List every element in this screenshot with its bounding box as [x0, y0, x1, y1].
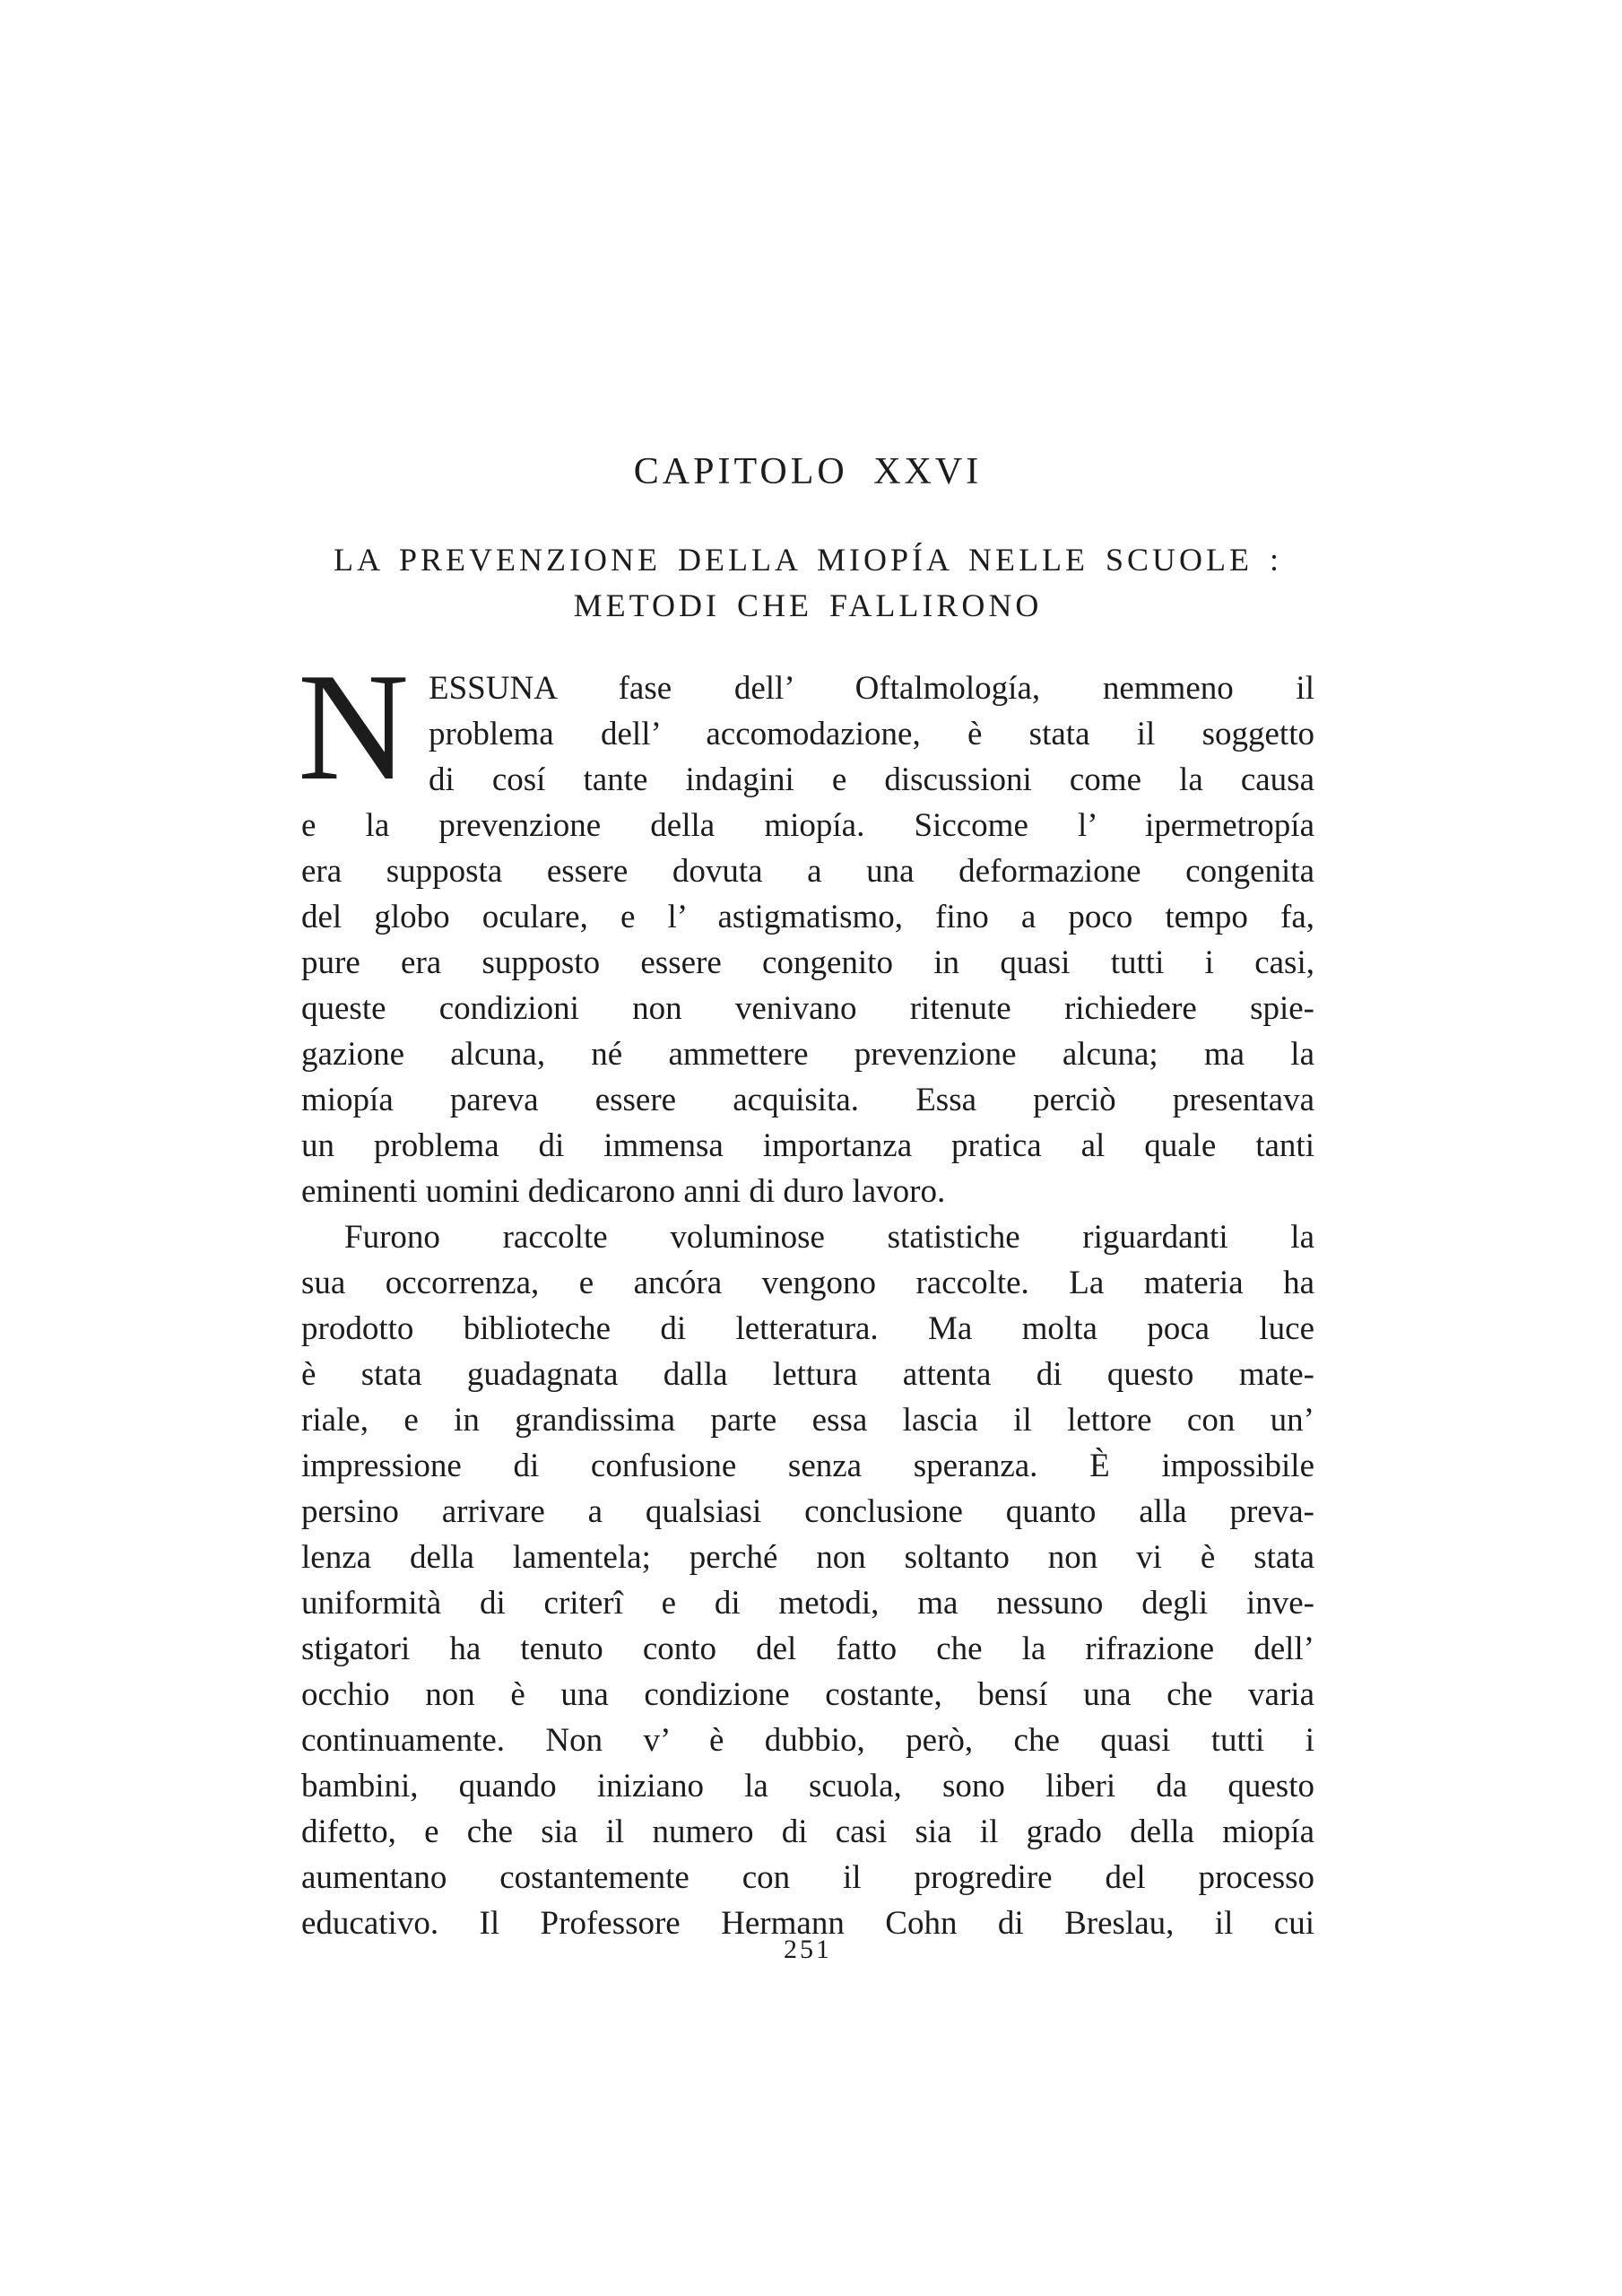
- drop-cap-letter: N: [298, 642, 410, 813]
- text-line: uniformità di criterî e di metodi, ma nessuno degli inve-: [301, 1585, 1314, 1622]
- text-line: problema dell’ accomodazione, è stata il soggetto: [429, 716, 1314, 752]
- body-text: [298, 642, 1314, 1946]
- text-line: aumentano costantemente con il progredire del processo: [301, 1859, 1314, 1896]
- text-line: Furono raccolte voluminose statistiche riguardanti la: [344, 1219, 1314, 1256]
- text-line: occhio non è una condizione costante, bensí una che varia: [301, 1676, 1314, 1713]
- text-line: stigatori ha tenuto conto del fatto che la rifrazione dell’: [301, 1631, 1314, 1667]
- text-line: un problema di immensa importanza pratica al quale tanti: [301, 1127, 1314, 1164]
- text-line: è stata guadagnata dalla lettura attenta di questo mate-: [301, 1356, 1314, 1393]
- chapter-subtitle-line-1: LA PREVENZIONE DELLA MIOPÍA NELLE SCUOLE :: [334, 542, 1282, 578]
- text-line: impressione di confusione senza speranza. È impossibile: [301, 1448, 1314, 1484]
- text-line: bambini, quando iniziano la scuola, sono liberi da questo: [301, 1768, 1314, 1805]
- text-line: riale, e in grandissima parte essa lascia il lettore con un’: [301, 1402, 1314, 1439]
- chapter-title: CAPITOLO XXVI: [633, 451, 983, 492]
- text-line: persino arrivare a qualsiasi conclusione quanto alla preva-: [301, 1493, 1314, 1530]
- text-line: gazione alcuna, né ammettere prevenzione alcuna; ma la: [301, 1036, 1314, 1073]
- text-line: pure era supposto essere congenito in quasi tutti i casi,: [301, 944, 1314, 981]
- text-line: eminenti uomini dedicarono anni di duro lavoro.: [301, 1173, 946, 1210]
- text-line: educativo. Il Professore Hermann Cohn di Breslau, il cui: [301, 1905, 1314, 1942]
- text-line: di cosí tante indagini e discussioni come la causa: [429, 761, 1314, 798]
- text-line: del globo oculare, e l’ astigmatismo, fino a poco tempo fa,: [301, 899, 1314, 935]
- text-line: era supposta essere dovuta a una deformazione congenita: [301, 853, 1314, 890]
- text-line: prodotto biblioteche di letteratura. Ma molta poca luce: [301, 1310, 1314, 1347]
- text-line: ESSUNA fase dell’ Oftalmología, nemmeno il: [429, 670, 1314, 707]
- text-line: e la prevenzione della miopía. Siccome l’ ipermetropía: [301, 807, 1314, 844]
- text-line: miopía pareva essere acquisita. Essa perciò presentava: [301, 1082, 1314, 1118]
- paragraph-second: [301, 1214, 1314, 1946]
- chapter-subtitle: [301, 537, 1314, 629]
- text-column: [298, 0, 1314, 2296]
- chapter-subtitle-line-2: METODI CHE FALLIRONO: [573, 587, 1043, 623]
- paragraph-opening-lines: [301, 665, 1314, 1214]
- text-line: lenza della lamentela; perché non soltanto non vi è stata: [301, 1539, 1314, 1576]
- text-line: queste condizioni non venivano ritenute richiedere spie-: [301, 990, 1314, 1027]
- text-line: sua occorrenza, e ancóra vengono raccolte. La materia ha: [301, 1265, 1314, 1301]
- text-line: difetto, e che sia il numero di casi sia il grado della miopía: [301, 1813, 1314, 1850]
- paragraph-opening: [298, 642, 1314, 1214]
- text-line: continuamente. Non v’ è dubbio, però, che quasi tutti i: [301, 1722, 1314, 1759]
- page-number: 251: [784, 1935, 832, 1964]
